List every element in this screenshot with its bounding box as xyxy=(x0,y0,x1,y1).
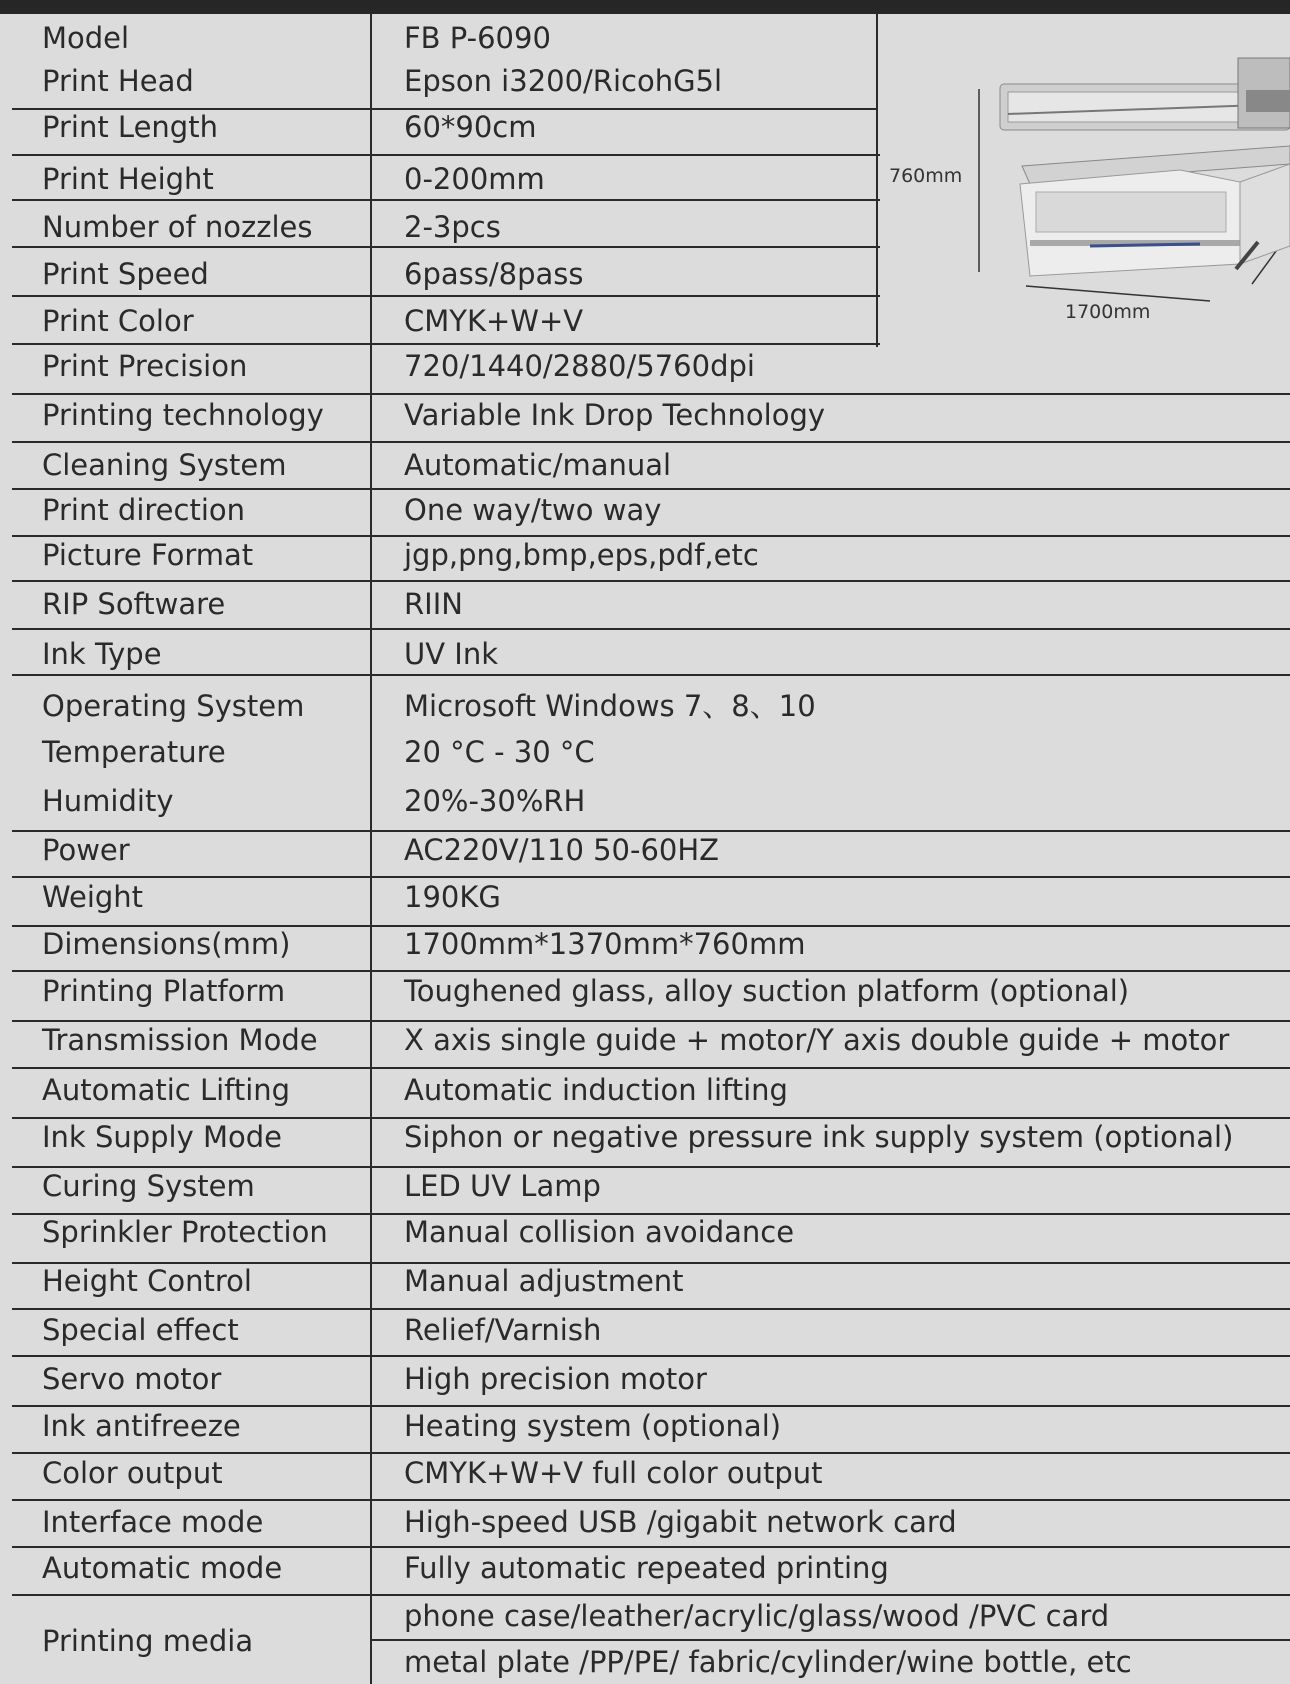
spec-label: Ink Type xyxy=(42,637,162,671)
row-divider xyxy=(12,674,1290,676)
spec-value: Relief/Varnish xyxy=(404,1313,602,1347)
spec-value: 6pass/8pass xyxy=(404,257,584,291)
spec-label: Print Color xyxy=(42,304,194,338)
spec-value: Toughened glass, alloy suction platform (optional) xyxy=(404,974,1130,1008)
spec-value: X axis single guide + motor/Y axis double guide + motor xyxy=(404,1023,1230,1057)
spec-value: Manual collision avoidance xyxy=(404,1215,795,1249)
spec-value: RIIN xyxy=(404,587,463,621)
row-divider xyxy=(12,393,1290,395)
media-line-divider xyxy=(372,1639,1290,1641)
spec-label: Print direction xyxy=(42,493,246,527)
spec-label: Temperature xyxy=(42,735,226,769)
spec-value: 0-200mm xyxy=(404,162,545,196)
row-divider xyxy=(12,876,1290,878)
spec-label: Print Length xyxy=(42,110,218,144)
spec-value: UV Ink xyxy=(404,637,499,671)
spec-value: LED UV Lamp xyxy=(404,1169,601,1203)
spec-label: Color output xyxy=(42,1456,223,1490)
spec-label: Print Height xyxy=(42,162,214,196)
spec-value: Fully automatic repeated printing xyxy=(404,1551,889,1585)
spec-value: Variable Ink Drop Technology xyxy=(404,398,826,432)
spec-value: AC220V/110 50-60HZ xyxy=(404,833,720,867)
spec-label: Print Head xyxy=(42,64,194,98)
spec-value: One way/two way xyxy=(404,493,662,527)
spec-value-printing-media: metal plate /PP/PE/ fabric/cylinder/wine bottle, etc xyxy=(404,1645,1132,1679)
spec-label-printing-media: Printing media xyxy=(42,1624,254,1658)
spec-value: 190KG xyxy=(404,880,501,914)
row-divider xyxy=(12,1308,1290,1310)
spec-value: Manual adjustment xyxy=(404,1264,684,1298)
spec-label: Number of nozzles xyxy=(42,210,313,244)
spec-value-printing-media: phone case/leather/acrylic/glass/wood /PVC card xyxy=(404,1599,1110,1633)
spec-label: Height Control xyxy=(42,1264,252,1298)
spec-label: Interface mode xyxy=(42,1505,264,1539)
row-divider xyxy=(12,1067,1290,1069)
spec-value: High-speed USB /gigabit network card xyxy=(404,1505,957,1539)
spec-value: 720/1440/2880/5760dpi xyxy=(404,349,755,383)
spec-value: Microsoft Windows 7、8、10 xyxy=(404,689,816,723)
spec-value: Epson i3200/RicohG5l xyxy=(404,64,723,98)
spec-label: Ink antifreeze xyxy=(42,1409,241,1443)
spec-label: Humidity xyxy=(42,784,174,818)
spec-label: Operating System xyxy=(42,689,305,723)
spec-value: 20%-30%RH xyxy=(404,784,586,818)
spec-value: 20 °C - 30 °C xyxy=(404,735,595,769)
spec-label: RIP Software xyxy=(42,587,226,621)
spec-label: Automatic Lifting xyxy=(42,1073,291,1107)
spec-label: Automatic mode xyxy=(42,1551,283,1585)
spec-value: Heating system (optional) xyxy=(404,1409,782,1443)
spec-label: Print Precision xyxy=(42,349,248,383)
row-divider xyxy=(12,580,1290,582)
spec-value: Automatic induction lifting xyxy=(404,1073,788,1107)
row-divider xyxy=(12,1499,1290,1501)
spec-value: FB P-6090 xyxy=(404,21,551,55)
row-divider xyxy=(12,488,1290,490)
top-bar xyxy=(0,0,1290,14)
spec-label: Ink Supply Mode xyxy=(42,1120,283,1154)
spec-value: 60*90cm xyxy=(404,110,537,144)
row-divider xyxy=(12,970,1290,972)
spec-value: jgp,png,bmp,eps,pdf,etc xyxy=(404,538,759,572)
spec-label: Printing technology xyxy=(42,398,324,432)
spec-value: Siphon or negative pressure ink supply system (optional) xyxy=(404,1120,1234,1154)
column-divider xyxy=(370,14,372,1684)
spec-label: Servo motor xyxy=(42,1362,222,1396)
spec-label: Power xyxy=(42,833,130,867)
spec-label: Sprinkler Protection xyxy=(42,1215,328,1249)
spec-label: Print Speed xyxy=(42,257,209,291)
row-divider xyxy=(12,1594,1290,1596)
spec-label: Curing System xyxy=(42,1169,255,1203)
row-divider xyxy=(12,1546,1290,1548)
spec-label: Transmission Mode xyxy=(42,1023,318,1057)
spec-label: Printing Platform xyxy=(42,974,286,1008)
spec-label: Weight xyxy=(42,880,144,914)
row-divider xyxy=(12,1405,1290,1407)
row-divider xyxy=(12,628,1290,630)
spec-value: 1700mm*1370mm*760mm xyxy=(404,927,806,961)
spec-value: Automatic/manual xyxy=(404,448,672,482)
spec-label: Cleaning System xyxy=(42,448,287,482)
spec-label: Special effect xyxy=(42,1313,239,1347)
row-divider xyxy=(12,1355,1290,1357)
spec-label: Dimensions(mm) xyxy=(42,927,291,961)
width-dimension-line xyxy=(1026,286,1210,301)
printer-figure xyxy=(880,14,1290,346)
row-divider xyxy=(12,441,1290,443)
spec-value: CMYK+W+V full color output xyxy=(404,1456,823,1490)
figure-border xyxy=(876,14,878,347)
spec-value: 2-3pcs xyxy=(404,210,501,244)
spec-value: CMYK+W+V xyxy=(404,304,584,338)
spec-value: High precision motor xyxy=(404,1362,707,1396)
height-dimension-label: 760mm xyxy=(889,165,963,187)
spec-label: Picture Format xyxy=(42,538,254,572)
row-divider xyxy=(12,1452,1290,1454)
spec-label: Model xyxy=(42,21,130,55)
width-dimension-label: 1700mm xyxy=(1065,301,1151,323)
